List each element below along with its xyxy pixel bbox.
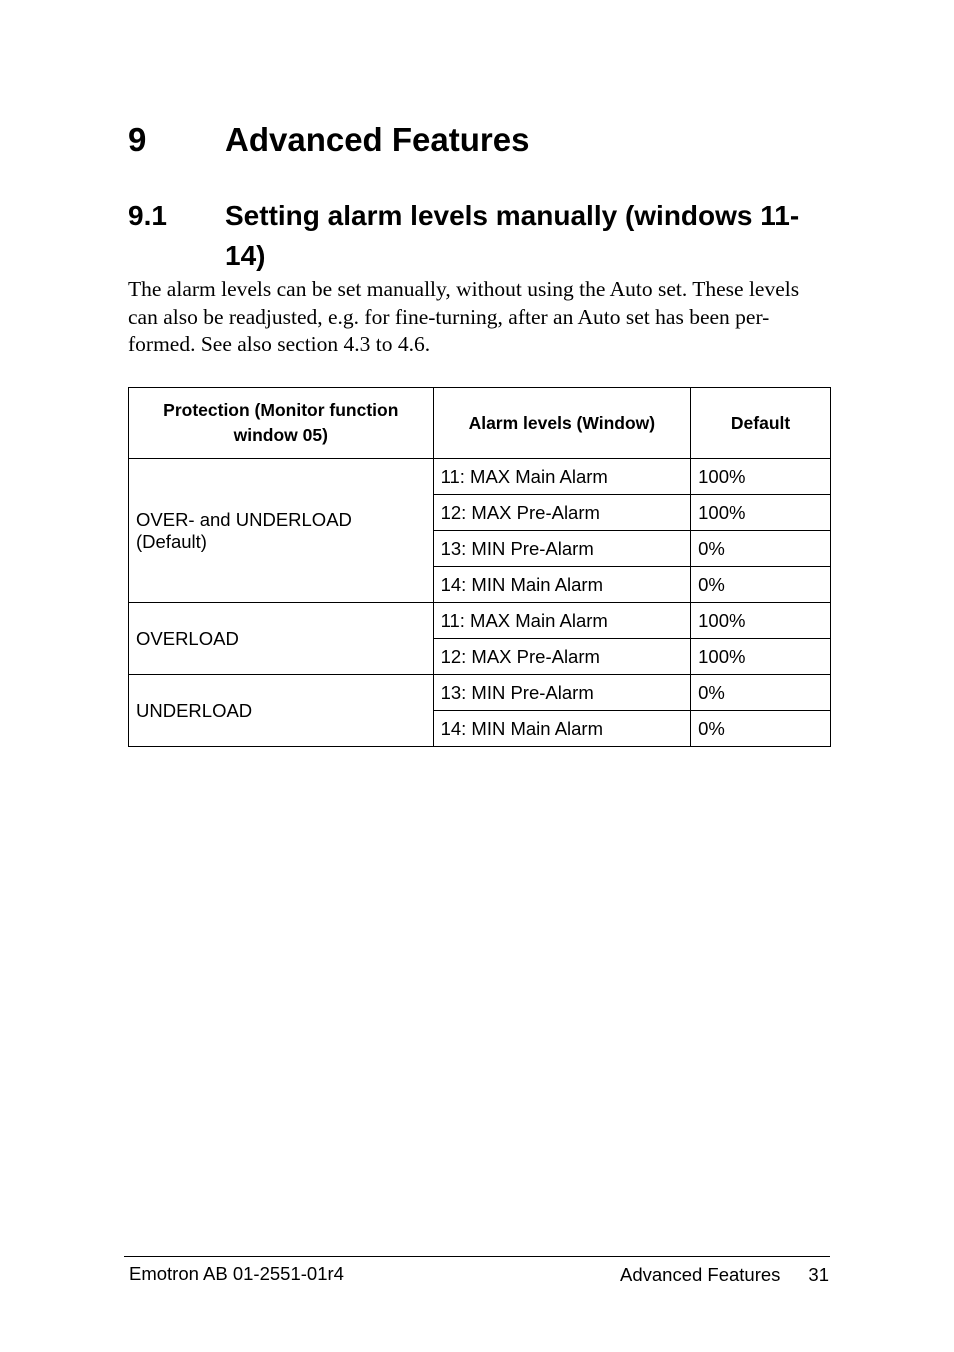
alarm-window-cell: 13: MIN Pre-Alarm [433,675,691,711]
default-value-cell: 100% [691,639,831,675]
chapter-title: Advanced Features [225,121,530,158]
alarm-window-cell: 11: MAX Main Alarm [433,603,691,639]
alarm-window-cell: 12: MAX Pre-Alarm [433,639,691,675]
table-row [129,603,831,639]
protection-cell: OVER- and UNDERLOAD (Default) [129,459,434,603]
protection-cell: OVERLOAD [129,603,434,675]
default-value-cell: 100% [691,459,831,495]
protection-cell: UNDERLOAD [129,675,434,747]
body-paragraph: The alarm levels can be set manually, without using the Auto set. These levels can also be readjusted, e.g. for fine-turning, after an Auto set has been per-formed. See also section 4.3 to 4.6. [128,277,800,356]
table-row [129,459,831,495]
section-number: 9.1 [128,200,167,231]
alarm-window-cell: 14: MIN Main Alarm [433,711,691,747]
table-row [129,675,831,711]
footer-document-id: Emotron AB 01-2551-01r4 [129,1263,344,1284]
alarm-window-cell: 13: MIN Pre-Alarm [433,531,691,567]
alarm-window-cell: 12: MAX Pre-Alarm [433,495,691,531]
default-value-cell: 0% [691,711,831,747]
default-value-cell: 100% [691,495,831,531]
alarm-levels-table [128,387,831,747]
footer-section: Advanced Features [619,1264,781,1285]
footer-right [620,1264,829,1286]
default-value-cell: 0% [691,675,831,711]
table-header-row [129,388,831,459]
default-value-cell: 100% [691,603,831,639]
chapter-heading [128,118,529,162]
header-protection: Protection (Monitor function window 05) [129,388,434,459]
header-alarm-levels: Alarm levels (Window) [433,388,691,459]
page-number: 31 [808,1264,829,1285]
alarm-window-cell: 14: MIN Main Alarm [433,567,691,603]
default-value-cell: 0% [691,567,831,603]
section-title: Setting alarm levels manually (windows 11-14) [225,200,800,271]
footer-rule [124,1256,830,1257]
default-value-cell: 0% [691,531,831,567]
chapter-number: 9 [128,121,147,158]
header-default: Default [691,388,831,459]
alarm-window-cell: 11: MAX Main Alarm [433,459,691,495]
